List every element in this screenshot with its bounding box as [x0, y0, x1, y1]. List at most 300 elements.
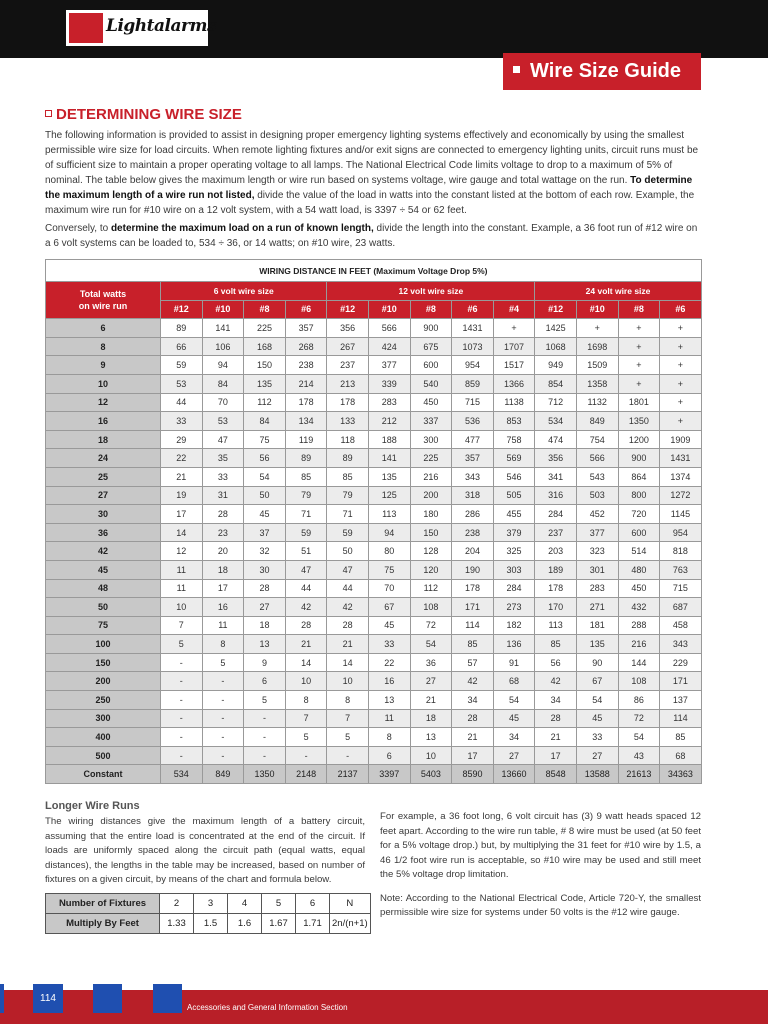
distance-cell: 86 [618, 691, 660, 710]
watts-cell: 18 [46, 430, 161, 449]
distance-cell: 600 [618, 523, 660, 542]
distance-cell: 16 [202, 598, 244, 617]
distance-cell: 477 [452, 430, 494, 449]
distance-cell: - [161, 746, 203, 765]
distance-cell: - [327, 746, 369, 765]
fixture-count-cell: 5 [262, 894, 296, 914]
distance-cell: 54 [244, 467, 286, 486]
distance-cell: 21 [410, 691, 452, 710]
distance-cell: 1707 [493, 337, 535, 356]
distance-cell: 42 [285, 598, 327, 617]
distance-cell: 114 [452, 616, 494, 635]
distance-cell: 5 [161, 635, 203, 654]
wiring-distance-table [45, 259, 702, 784]
distance-cell: 1801 [618, 393, 660, 412]
distance-cell: - [202, 691, 244, 710]
distance-cell: - [161, 672, 203, 691]
distance-cell: 954 [452, 356, 494, 375]
watts-cell: 36 [46, 523, 161, 542]
distance-cell: 316 [535, 486, 577, 505]
watts-cell: 500 [46, 746, 161, 765]
distance-cell: 14 [327, 653, 369, 672]
distance-cell: 59 [285, 523, 327, 542]
distance-cell: 379 [493, 523, 535, 542]
distance-cell: 28 [285, 616, 327, 635]
footer-block-1 [93, 984, 122, 1013]
distance-cell: 113 [368, 505, 410, 524]
distance-cell: 1366 [493, 374, 535, 393]
distance-cell: 42 [535, 672, 577, 691]
distance-cell: 337 [410, 412, 452, 431]
distance-cell: 8 [327, 691, 369, 710]
distance-cell: 238 [285, 356, 327, 375]
watts-cell: 30 [46, 505, 161, 524]
constant-cell: 34363 [660, 765, 702, 784]
intro-paragraph-1 [45, 128, 702, 218]
distance-cell: + [618, 356, 660, 375]
distance-cell: 72 [618, 709, 660, 728]
table-row [46, 579, 702, 598]
distance-cell: 1132 [576, 393, 618, 412]
table-row [46, 635, 702, 654]
distance-cell: 114 [660, 709, 702, 728]
multiplier-label: Multiply By Feet [46, 914, 160, 934]
distance-cell: 212 [368, 412, 410, 431]
table-row [46, 319, 702, 338]
distance-cell: 17 [202, 579, 244, 598]
distance-cell: 54 [410, 635, 452, 654]
distance-cell: + [660, 393, 702, 412]
distance-cell: 458 [660, 616, 702, 635]
watts-cell: 400 [46, 728, 161, 747]
fixture-count-cell: 2 [160, 894, 194, 914]
constant-label: Constant [46, 765, 161, 784]
distance-cell: 864 [618, 467, 660, 486]
distance-cell: 318 [452, 486, 494, 505]
section-heading [45, 106, 242, 123]
distance-cell: - [202, 746, 244, 765]
distance-cell: 11 [161, 560, 203, 579]
distance-cell: 1200 [618, 430, 660, 449]
distance-cell: + [660, 412, 702, 431]
distance-cell: 543 [576, 467, 618, 486]
logo-text: Lightalarms [106, 16, 217, 36]
distance-cell: - [244, 709, 286, 728]
distance-cell: 45 [368, 616, 410, 635]
watts-cell: 27 [46, 486, 161, 505]
distance-cell: 758 [493, 430, 535, 449]
distance-cell: 133 [327, 412, 369, 431]
watts-cell: 6 [46, 319, 161, 338]
distance-cell: 715 [660, 579, 702, 598]
distance-cell: 85 [452, 635, 494, 654]
intro-p1-a: The following information is provided to assist in designing proper emergency lighting systems effectively and economically by using the smallest permissible wire size for load circuits. When remote lighting fixtures and/or exit signs are connected to emergency lighting units, circuit runs must be of sufficient size to maintain a proper operating voltage to all lamps. The National Electrical Code limits voltage to drop to a maximum of 5% of nominal. The table below gives the maximum length or wire run based on systems voltage, wire gauge and total wattage on the run. [45, 130, 699, 186]
distance-cell: 144 [618, 653, 660, 672]
watts-cell: 8 [46, 337, 161, 356]
gauge-header: #12 [327, 300, 369, 319]
distance-cell: 763 [660, 560, 702, 579]
distance-cell: 54 [493, 691, 535, 710]
distance-cell: 135 [368, 467, 410, 486]
distance-cell: 356 [535, 449, 577, 468]
table-row [46, 430, 702, 449]
table-row [46, 337, 702, 356]
distance-cell: 47 [285, 560, 327, 579]
distance-cell: 170 [535, 598, 577, 617]
watts-cell: 300 [46, 709, 161, 728]
distance-cell: 1374 [660, 467, 702, 486]
gauge-header: #8 [244, 300, 286, 319]
distance-cell: 455 [493, 505, 535, 524]
group-12-volt: 12 volt wire size [327, 282, 535, 301]
group-24-volt: 24 volt wire size [535, 282, 701, 301]
distance-cell: 36 [410, 653, 452, 672]
gauge-header: #10 [576, 300, 618, 319]
distance-cell: 72 [410, 616, 452, 635]
distance-cell: 28 [202, 505, 244, 524]
distance-cell: 141 [202, 319, 244, 338]
watts-cell: 150 [46, 653, 161, 672]
distance-cell: 20 [202, 542, 244, 561]
distance-cell: 178 [452, 579, 494, 598]
company-logo [66, 10, 217, 46]
distance-cell: 17 [535, 746, 577, 765]
distance-cell: 30 [244, 560, 286, 579]
intro-paragraph-2 [45, 221, 702, 251]
distance-cell: 67 [576, 672, 618, 691]
distance-cell: 53 [202, 412, 244, 431]
distance-cell: 754 [576, 430, 618, 449]
distance-cell: 44 [327, 579, 369, 598]
distance-cell: 28 [327, 616, 369, 635]
distance-cell: 13 [368, 691, 410, 710]
distance-cell: 94 [202, 356, 244, 375]
distance-cell: 37 [244, 523, 286, 542]
distance-cell: 22 [161, 449, 203, 468]
multiplier-cell: 1.71 [296, 914, 330, 934]
distance-cell: 27 [576, 746, 618, 765]
distance-cell: 119 [285, 430, 327, 449]
distance-cell: 225 [410, 449, 452, 468]
distance-cell: 11 [161, 579, 203, 598]
distance-cell: - [161, 691, 203, 710]
watts-cell: 50 [46, 598, 161, 617]
distance-cell: - [161, 709, 203, 728]
distance-cell: - [285, 746, 327, 765]
distance-cell: 80 [368, 542, 410, 561]
constant-cell: 3397 [368, 765, 410, 784]
top-banner [0, 0, 768, 58]
distance-cell: 216 [410, 467, 452, 486]
total-watts-header [46, 282, 161, 319]
distance-cell: 75 [368, 560, 410, 579]
distance-cell: 10 [161, 598, 203, 617]
gauge-header: #10 [202, 300, 244, 319]
distance-cell: - [161, 653, 203, 672]
distance-cell: 5 [244, 691, 286, 710]
distance-cell: 178 [535, 579, 577, 598]
distance-cell: 21 [161, 467, 203, 486]
distance-cell: 237 [327, 356, 369, 375]
distance-cell: 168 [244, 337, 286, 356]
distance-cell: 108 [618, 672, 660, 691]
distance-cell: 8 [202, 635, 244, 654]
watts-cell: 250 [46, 691, 161, 710]
distance-cell: + [618, 337, 660, 356]
distance-cell: 68 [660, 746, 702, 765]
constant-cell: 13588 [576, 765, 618, 784]
distance-cell: 536 [452, 412, 494, 431]
longer-runs-text: The wiring distances give the maximum length of a battery circuit, assuming that the entire load is concentrated at the end of the circuit. If loads are uniformly spaced along the circuit path (equal watts, equal distances), the lengths in the table may be increased, based on number of fixtures on a given circuit, by means of the chart and formula below. [45, 816, 365, 885]
table-title: WIRING DISTANCE IN FEET (Maximum Voltage Drop 5%) [46, 260, 702, 282]
distance-cell: 85 [660, 728, 702, 747]
distance-cell: 106 [202, 337, 244, 356]
distance-cell: 303 [493, 560, 535, 579]
distance-cell: 288 [618, 616, 660, 635]
distance-cell: 452 [576, 505, 618, 524]
intro-p2-b: divide the length into the constant. Example, a 36 foot run of #12 wire on a 6 volt systems can be loaded to, 534 ÷ 36, or 14 watts; on #10 wire, 23 watts. [45, 223, 698, 249]
constant-cell: 13660 [493, 765, 535, 784]
distance-cell: 34 [535, 691, 577, 710]
distance-cell: 23 [202, 523, 244, 542]
distance-cell: 514 [618, 542, 660, 561]
constant-cell: 2148 [285, 765, 327, 784]
constant-cell: 5403 [410, 765, 452, 784]
distance-cell: 53 [161, 374, 203, 393]
distance-cell: 325 [493, 542, 535, 561]
page-number: 114 [33, 984, 63, 1013]
distance-cell: 56 [244, 449, 286, 468]
distance-cell: 540 [410, 374, 452, 393]
distance-cell: 10 [410, 746, 452, 765]
distance-cell: 189 [535, 560, 577, 579]
distance-cell: 120 [410, 560, 452, 579]
distance-cell: 5 [285, 728, 327, 747]
distance-cell: 42 [327, 598, 369, 617]
distance-cell: 1350 [618, 412, 660, 431]
distance-cell: 450 [410, 393, 452, 412]
distance-cell: 213 [327, 374, 369, 393]
distance-cell: 27 [244, 598, 286, 617]
watts-cell: 25 [46, 467, 161, 486]
distance-cell: 85 [327, 467, 369, 486]
distance-cell: 1358 [576, 374, 618, 393]
distance-cell: 79 [285, 486, 327, 505]
fixture-count-cell: 6 [296, 894, 330, 914]
constant-cell: 8548 [535, 765, 577, 784]
distance-cell: 9 [244, 653, 286, 672]
distance-cell: + [618, 374, 660, 393]
distance-cell: 8 [285, 691, 327, 710]
watts-cell: 75 [46, 616, 161, 635]
distance-cell: 19 [161, 486, 203, 505]
distance-cell: 271 [576, 598, 618, 617]
intro-p1-b: divide the value of the load in watts into the constant listed at the bottom of each row. Example, the maximum wire run for #10 wire on a 12 volt system, with a 54 watt load, is 3397 ÷ 54 or 62 feet. [45, 190, 695, 216]
distance-cell: 377 [576, 523, 618, 542]
distance-cell: 450 [618, 579, 660, 598]
distance-cell: 339 [368, 374, 410, 393]
footer-section-text: Accessories and General Information Section [187, 1003, 348, 1012]
distance-cell: 66 [161, 337, 203, 356]
distance-cell: 22 [368, 653, 410, 672]
watts-cell: 100 [46, 635, 161, 654]
distance-cell: + [618, 319, 660, 338]
distance-cell: 150 [244, 356, 286, 375]
distance-cell: 1272 [660, 486, 702, 505]
distance-cell: 1431 [452, 319, 494, 338]
distance-cell: 10 [285, 672, 327, 691]
distance-cell: 900 [618, 449, 660, 468]
logo-mark-icon [69, 13, 103, 43]
distance-cell: + [660, 374, 702, 393]
distance-cell: 68 [493, 672, 535, 691]
table-row [46, 709, 702, 728]
distance-cell: 44 [285, 579, 327, 598]
distance-cell: 1517 [493, 356, 535, 375]
distance-cell: 135 [576, 635, 618, 654]
distance-cell: - [202, 709, 244, 728]
table-row [46, 393, 702, 412]
distance-cell: 29 [161, 430, 203, 449]
table-row [46, 374, 702, 393]
table-row [46, 505, 702, 524]
distance-cell: 712 [535, 393, 577, 412]
distance-cell: 200 [410, 486, 452, 505]
distance-cell: 33 [368, 635, 410, 654]
distance-cell: 11 [202, 616, 244, 635]
distance-cell: 178 [327, 393, 369, 412]
distance-cell: 18 [202, 560, 244, 579]
distance-cell: 11 [368, 709, 410, 728]
page-footer [0, 984, 768, 1024]
distance-cell: 27 [493, 746, 535, 765]
distance-cell: 849 [576, 412, 618, 431]
distance-cell: - [244, 728, 286, 747]
distance-cell: 85 [285, 467, 327, 486]
distance-cell: 71 [285, 505, 327, 524]
distance-cell: 675 [410, 337, 452, 356]
distance-cell: 8 [368, 728, 410, 747]
distance-cell: - [244, 746, 286, 765]
distance-cell: 284 [493, 579, 535, 598]
fixture-count-cell: 3 [194, 894, 228, 914]
distance-cell: 171 [452, 598, 494, 617]
distance-cell: 43 [618, 746, 660, 765]
table-row [46, 542, 702, 561]
gauge-header: #6 [660, 300, 702, 319]
gauge-header: #6 [285, 300, 327, 319]
distance-cell: 45 [493, 709, 535, 728]
distance-cell: 5 [202, 653, 244, 672]
watts-cell: 200 [46, 672, 161, 691]
distance-cell: 118 [327, 430, 369, 449]
table-row [46, 616, 702, 635]
distance-cell: 171 [660, 672, 702, 691]
distance-cell: 28 [244, 579, 286, 598]
watts-cell: 45 [46, 560, 161, 579]
distance-cell: 203 [535, 542, 577, 561]
table-row [46, 449, 702, 468]
distance-cell: 1068 [535, 337, 577, 356]
constant-cell: 21613 [618, 765, 660, 784]
distance-cell: 954 [660, 523, 702, 542]
distance-cell: - [202, 728, 244, 747]
intro-text [45, 128, 702, 254]
distance-cell: 569 [493, 449, 535, 468]
corner-line-2: on wire run [78, 301, 128, 312]
table-body [46, 319, 702, 784]
distance-cell: 89 [161, 319, 203, 338]
distance-cell: 136 [493, 635, 535, 654]
distance-cell: 89 [327, 449, 369, 468]
distance-cell: 1431 [660, 449, 702, 468]
watts-cell: 16 [46, 412, 161, 431]
distance-cell: 84 [244, 412, 286, 431]
fixture-count-cell: 4 [228, 894, 262, 914]
distance-cell: 301 [576, 560, 618, 579]
distance-cell: 214 [285, 374, 327, 393]
distance-cell: 70 [368, 579, 410, 598]
constant-cell: 8590 [452, 765, 494, 784]
distance-cell: 32 [244, 542, 286, 561]
title-bullet-icon [513, 66, 520, 73]
distance-cell: 54 [576, 691, 618, 710]
distance-cell: 67 [368, 598, 410, 617]
distance-cell: 33 [161, 412, 203, 431]
distance-cell: 85 [535, 635, 577, 654]
distance-cell: 474 [535, 430, 577, 449]
distance-cell: 45 [244, 505, 286, 524]
multiplier-row [46, 914, 371, 934]
distance-cell: 284 [535, 505, 577, 524]
table-row [46, 523, 702, 542]
distance-cell: 27 [410, 672, 452, 691]
distance-cell: 267 [327, 337, 369, 356]
distance-cell: 13 [410, 728, 452, 747]
watts-cell: 48 [46, 579, 161, 598]
distance-cell: + [660, 356, 702, 375]
multiplier-cell: 1.33 [160, 914, 194, 934]
distance-cell: 286 [452, 505, 494, 524]
footer-block-2 [153, 984, 182, 1013]
distance-cell: 34 [452, 691, 494, 710]
distance-cell: 1073 [452, 337, 494, 356]
distance-cell: 204 [452, 542, 494, 561]
intro-p2-bold: determine the maximum load on a run of known length, [110, 223, 374, 234]
distance-cell: 7 [327, 709, 369, 728]
fixtures-multiplier-table [45, 893, 371, 934]
distance-cell: 949 [535, 356, 577, 375]
distance-cell: 190 [452, 560, 494, 579]
distance-cell: 300 [410, 430, 452, 449]
longer-runs-heading: Longer Wire Runs [45, 800, 140, 812]
distance-cell: 225 [244, 319, 286, 338]
distance-cell: 178 [285, 393, 327, 412]
table-row [46, 691, 702, 710]
watts-cell: 9 [46, 356, 161, 375]
fixtures-count-label: Number of Fixtures [46, 894, 160, 914]
distance-cell: 687 [660, 598, 702, 617]
distance-cell: 900 [410, 319, 452, 338]
distance-cell: 268 [285, 337, 327, 356]
distance-cell: 75 [244, 430, 286, 449]
table-row [46, 412, 702, 431]
distance-cell: 357 [452, 449, 494, 468]
distance-cell: 534 [535, 412, 577, 431]
distance-cell: 70 [202, 393, 244, 412]
distance-cell: 7 [285, 709, 327, 728]
page-title [503, 53, 701, 90]
